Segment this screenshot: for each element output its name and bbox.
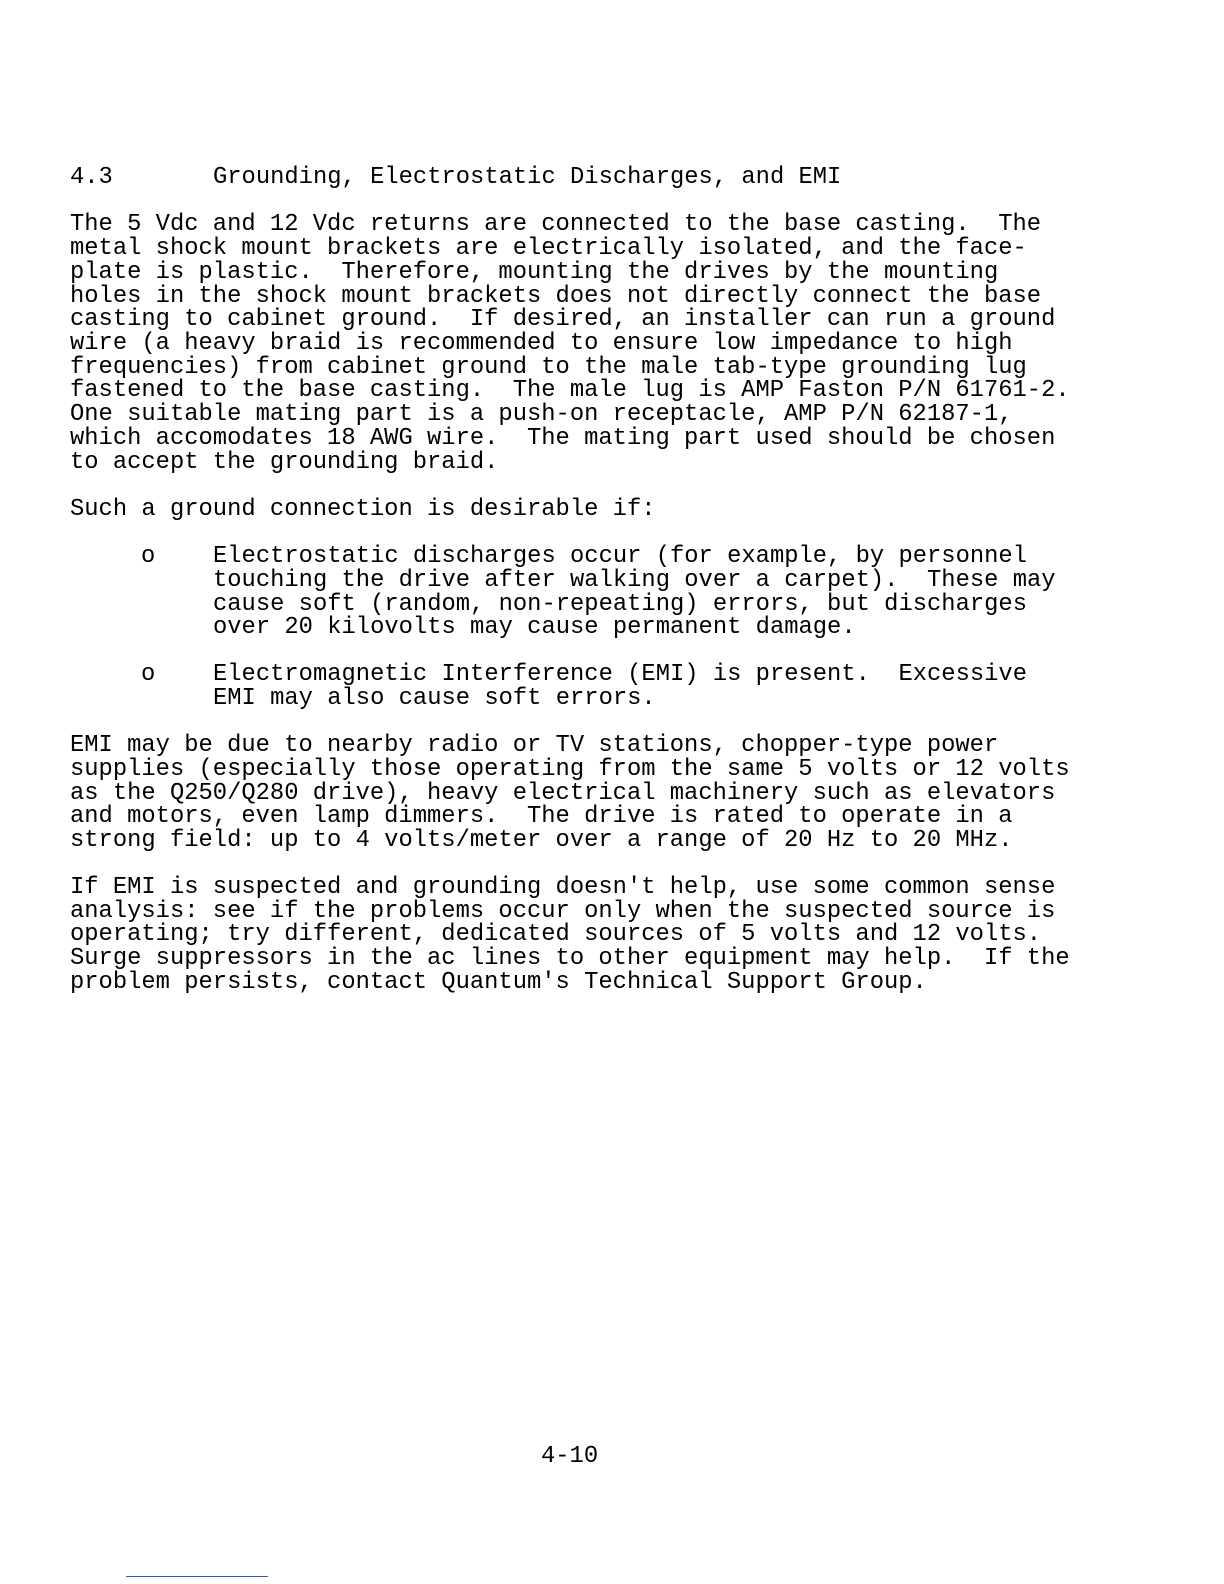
paragraph-line: strong field: up to 4 volts/meter over a range of 20 Hz to 20 MHz. xyxy=(70,827,1013,854)
paragraph-line: operating; try different, dedicated sources of 5 volts and 12 volts. xyxy=(70,921,1042,948)
list-item-line: Electromagnetic Interference (EMI) is present. Excessive xyxy=(213,661,1027,688)
list-intro: Such a ground connection is desirable if: xyxy=(70,496,656,523)
list-item-line: Electrostatic discharges occur (for example, by personnel xyxy=(213,543,1027,570)
footer-divider xyxy=(126,1576,268,1577)
paragraph-line: which accomodates 18 AWG wire. The mating part used should be chosen xyxy=(70,425,1056,452)
paragraph-line: casting to cabinet ground. If desired, an installer can run a ground xyxy=(70,306,1056,333)
paragraph-line: as the Q250/Q280 drive), heavy electrical machinery such as elevators xyxy=(70,780,1056,807)
paragraph-line: The 5 Vdc and 12 Vdc returns are connected to the base casting. The xyxy=(70,211,1042,238)
paragraph-line: Surge suppressors in the ac lines to other equipment may help. If the xyxy=(70,945,1070,972)
paragraph-line: to accept the grounding braid. xyxy=(70,449,499,476)
paragraph-line: and motors, even lamp dimmers. The drive is rated to operate in a xyxy=(70,803,1013,830)
list-item-line: EMI may also cause soft errors. xyxy=(213,685,656,712)
list-item-line: over 20 kilovolts may cause permanent damage. xyxy=(213,614,856,641)
page-number: 4-10 xyxy=(541,1443,599,1470)
paragraph-line: frequencies) from cabinet ground to the male tab-type grounding lug xyxy=(70,354,1027,381)
paragraph-line: plate is plastic. Therefore, mounting the drives by the mounting xyxy=(70,259,999,286)
list-item-line: touching the drive after walking over a carpet). These may xyxy=(213,567,1056,594)
paragraph-line: problem persists, contact Quantum's Technical Support Group. xyxy=(70,969,927,996)
paragraph-line: holes in the shock mount brackets does not directly connect the base xyxy=(70,283,1042,310)
paragraph-line: EMI may be due to nearby radio or TV stations, chopper-type power xyxy=(70,732,999,759)
bullet-marker: o xyxy=(141,661,156,688)
paragraph-line: wire (a heavy braid is recommended to ensure low impedance to high xyxy=(70,330,1013,357)
paragraph-line: fastened to the base casting. The male lug is AMP Faston P/N 61761-2. xyxy=(70,377,1070,404)
bullet-marker: o xyxy=(141,543,156,570)
section-number: 4.3 xyxy=(70,164,113,191)
paragraph-line: If EMI is suspected and grounding doesn't help, use some common sense xyxy=(70,874,1056,901)
paragraph-line: metal shock mount brackets are electrically isolated, and the face- xyxy=(70,235,1027,262)
paragraph-line: supplies (especially those operating from the same 5 volts or 12 volts xyxy=(70,756,1070,783)
paragraph-line: One suitable mating part is a push-on receptacle, AMP P/N 62187-1, xyxy=(70,401,1013,428)
paragraph-line: analysis: see if the problems occur only when the suspected source is xyxy=(70,898,1056,925)
list-item-line: cause soft (random, non-repeating) errors, but discharges xyxy=(213,591,1027,618)
section-title: Grounding, Electrostatic Discharges, and EMI xyxy=(213,164,842,191)
